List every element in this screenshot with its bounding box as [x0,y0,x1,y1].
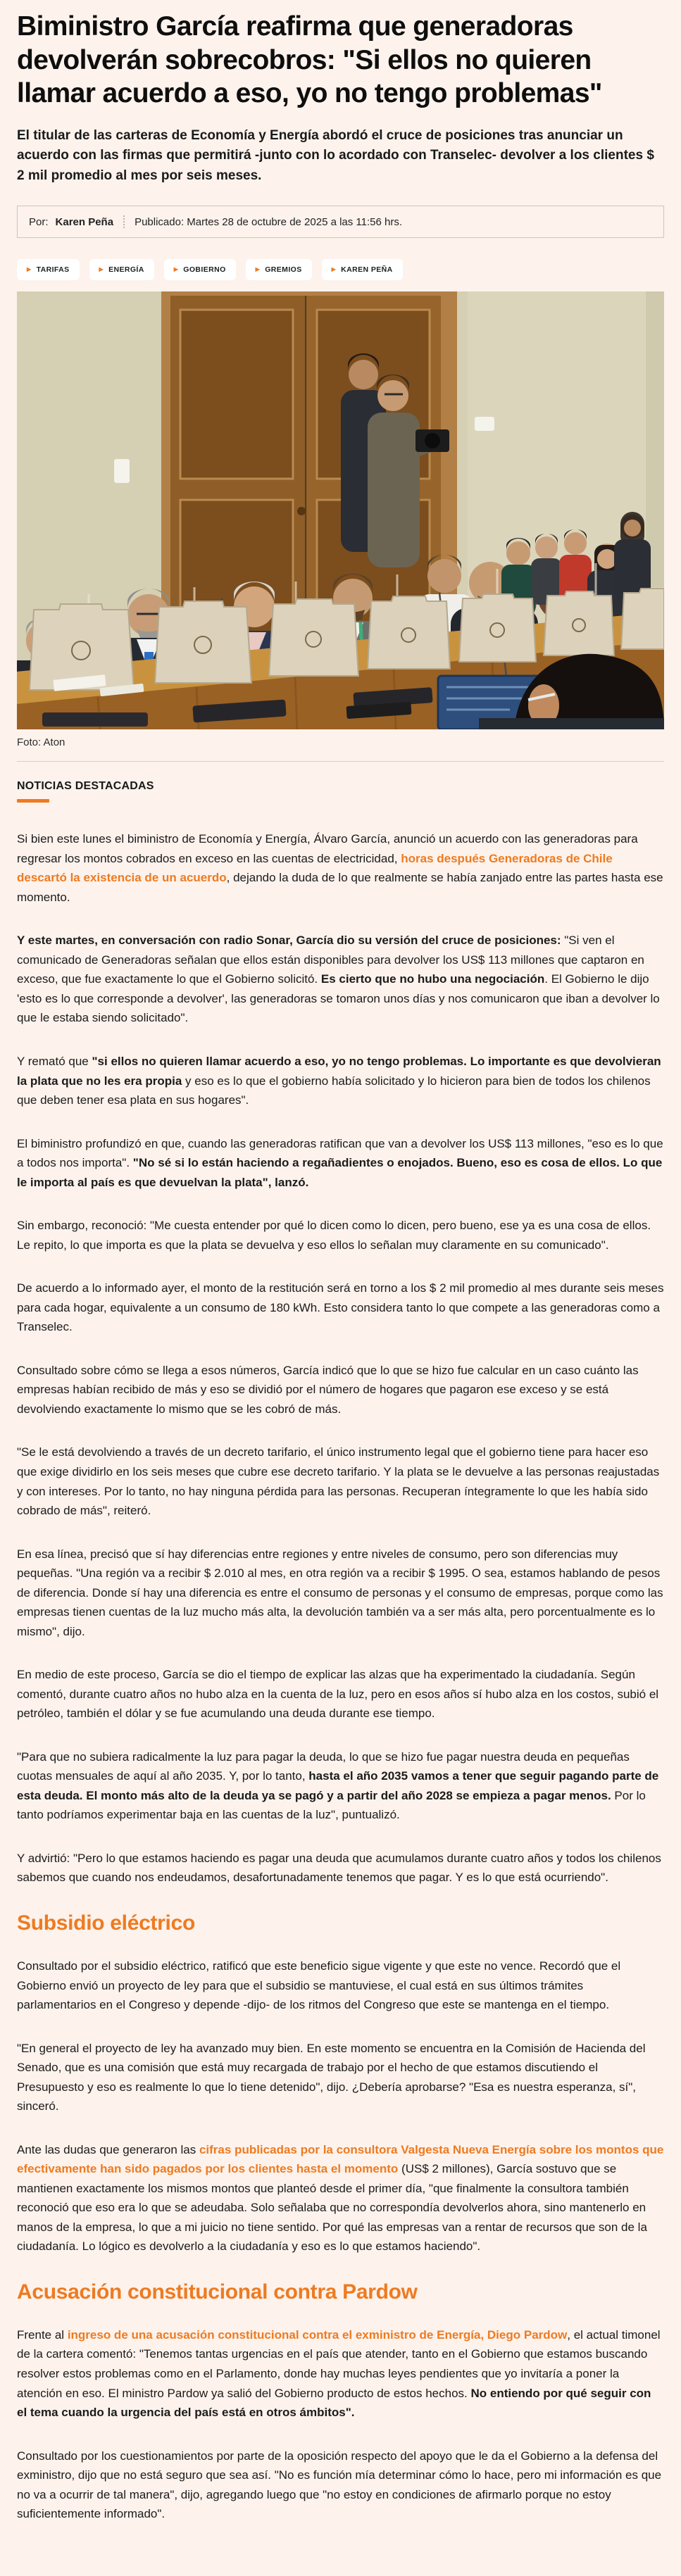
text-run: En medio de este proceso, García se dio el tiempo de explicar las alzas que ha experimentado la ciudadanía. Según comentó, durante cuatro años no hubo alza en la cuenta de la luz, pero en esos años sí hubo alza en los costos, subió el petróleo, también el dólar y se fue acumulando una deuda durante ese tiempo. [17,1668,659,1721]
text-run: En esa línea, precisó que sí hay diferencias entre regiones y entre niveles de consumo, pero son diferencias muy pequeñas. "Una región va a recibir $ 2.010 al mes, en otra región va a recibir $ 1995. O sea, estamos hablando de pesos de diferencia. Donde sí hay una diferencia es entre el consumo de personas y el consumo de empresas, porque como las empresas tienen cuentas de la luz mucho más alta, la devolución también va a ser más alta, pero porcentualmente es lo mismo", dijo. [17,1547,663,1638]
body-paragraph [17,1361,664,1419]
body-paragraph [17,1443,664,1520]
divider [17,761,664,762]
byline-box [17,206,664,238]
tag-arrow-icon: ▶ [173,266,179,273]
text-run: Y este martes, en conversación con radio Sonar, García dio su versión del cruce de posiciones: [17,934,565,948]
body-paragraph [17,829,664,907]
section-heading: Acusación constitucional contra Pardow [17,2280,418,2304]
text-run: , dejando la duda de lo que realmente se había zanjado entre las partes hasta ese momento. [17,871,663,904]
body-paragraph [17,1665,664,1723]
byline-por-label: Por: [29,215,49,228]
section-label-wrap [17,780,664,803]
byline-published: Publicado: Martes 28 de octubre de 2025 a las 11:56 hrs. [135,215,403,228]
article-body [17,829,664,2523]
tag-pill-tarifas[interactable] [17,259,80,280]
body-paragraph [17,1052,664,1110]
tags-row [17,259,664,280]
text-run: Consultado sobre cómo se llega a esos números, García indicó que lo que se hizo fue calcular en un caso cuánto las empresas habían recibido de más y eso se dividió por el número de hogares que pagaron ese exceso y se está devolviendo exactamente lo mismo que se les cobró de más. [17,1363,639,1416]
tag-pill-energ-a[interactable] [89,259,154,280]
text-run: (US$ 2 millones), García sostuvo que se mantienen exactamente los mismos montos que planteó desde el primer día, "que finalmente la consultora también reconoció que eso era lo que se adeudaba. Solo señalaba que no correspondía devolverlos ahora, sino mantenerlo en manos de la empresa, lo que a mi juicio no tiene sentido. Por qué las empresas van a rentar de recursos que son de la ciudadanía. Lo lógico es devolverlo a la ciudadanía y eso es lo que estamos haciendo". [17,2162,647,2254]
body-paragraph [17,1134,664,1193]
tag-label: GOBIERNO [183,265,226,275]
article-lead: El titular de las carteras de Economía y Energía abordó el cruce de posiciones tras anunciar un acuerdo con las firmas que permitirá -junto con lo acordado con Transelec- devolver a los clientes $ 2 mil promedio al mes por seis meses. [17,127,654,183]
text-run: Por lo tanto podríamos experimentar baja en las cuentas de la luz", puntualizó. [17,1788,646,1822]
body-paragraph [17,1278,664,1337]
text-run: , el actual timonel de la cartera comentó: "Tenemos tantas urgencias en el país que atender, tanto en el Gobierno que estamos buscando resolver estos problemas como en el Parlamento, donde hay muchas leyes pendientes que yo invitaría a poner la atención en eso. El ministro Pardow ya salió del Gobierno producto de estos hechos. [17,2327,661,2400]
section-label-bar [17,799,49,803]
byline-separator [123,215,125,228]
body-paragraph [17,2446,664,2524]
inline-link[interactable]: ingreso de una acusación constitucional contra el exministro de Energía, Diego Pardow [67,2327,568,2342]
tag-pill-gobierno[interactable] [164,259,236,280]
text-run: Y advirtió: "Pero lo que estamos haciendo es pagar una deuda que acumulamos durante cuatro años y todos los chilenos sabemos que cuando nos endeudamos, desafortunadamente tenemos que pagar. Y es lo que está ocurriendo". [17,1851,661,1885]
text-run: "Para que no subiera radicalmente la luz para pagar la deuda, lo que se hizo fue pagar nuestra deuda en pequeñas cuotas mensuales de aquí al año 2035. Y, por lo tanto, [17,1749,630,1783]
body-paragraph [17,1747,664,1825]
body-paragraph [17,1849,664,1887]
text-run: Consultado por el subsidio eléctrico, ratificó que este beneficio sigue vigente y que este no vence. Recordó que el Gobierno envió un proyecto de ley para que el subsidio se mantuviese, el cual está en sus últimos trámites parlamentarios en el Congreso y depende -dijo- de los ritmos del Congreso que este se mantenga en el tiempo. [17,1959,621,2012]
text-run: y eso es lo que el gobierno había solicitado y lo hicieron para bien de todos los chilenos que deben tener esa plata en sus hogares". [17,1074,651,1107]
text-run: No entiendo por qué seguir con el tema cuando la urgencia del país está en otros ámbitos". [17,2386,651,2420]
text-run: "Si ven el comunicado de Generadoras señalan que ellos están disponibles para devolver los US$ 113 millones que captaron en exceso, que fue exactamente lo que el Gobierno solicitó. [17,934,644,986]
body-paragraph [17,2039,664,2116]
body-paragraph [17,2325,664,2423]
page-title: Biministro García reafirma que generadoras devolverán sobrecobros: "Si ellos no quieren llamar acuerdo a eso, yo no tengo problemas" [17,11,602,109]
text-run: Si bien este lunes el biministro de Economía y Energía, Álvaro García, anunció un acuerdo con las generadoras para regresar los montos cobrados en exceso en las cuentas de electricidad, [17,832,638,865]
text-run: Frente al [17,2327,68,2342]
text-run: "si ellos no quieren llamar acuerdo a eso, yo no tengo problemas. Lo importante es que devolvieran la plata que no les era propia [17,1055,661,1088]
body-paragraph [17,1545,664,1642]
tag-label: ENERGÍA [108,265,144,275]
tag-label: GREMIOS [265,265,302,275]
tag-arrow-icon: ▶ [99,266,104,273]
text-run: Ante las dudas que generaron las [17,2142,199,2156]
tag-pill-karen-pe-a[interactable] [322,259,403,280]
inline-link[interactable]: horas después Generadoras de Chile descartó la existencia de un acuerdo [17,851,613,885]
text-run: Consultado por los cuestionamientos por parte de la oposición respecto del apoyo que le da el Gobierno a la defensa del exministro, dijo que no está seguro que sea así. "No es función mía determinar cómo lo hace, pero mi información es que no va a ocurrir de tal manera", dijo, agregando luego que "no estoy en condiciones de afirmarlo porque no estoy suficientemente informado". [17,2449,662,2521]
text-run: "Se le está devolviendo a través de un decreto tarifario, el único instrumento legal que el gobierno tiene para hacer eso que exige dividirlo en los seis meses que cubre ese decreto tarifario. Y la plata se le devuelve a las personas reajustadas y con intereses. Por lo tanto, no hay ninguna pérdida para las personas. Recuperan íntegramente lo que les había sido cobrado de más", reiteró. [17,1445,660,1518]
tag-arrow-icon: ▶ [331,266,337,273]
text-run: De acuerdo a lo informado ayer, el monto de la restitución será en torno a los $ 2 mil promedio al mes durante seis meses para cada hogar, equivalente a un consumo de 180 kWh. Esto considera tanto lo que compete a las generadoras como a Transelec. [17,1281,664,1334]
text-run: Es cierto que no hubo una negociación [320,972,545,986]
section-label: NOTICIAS DESTACADAS [17,780,154,793]
photo-illustration [17,291,664,729]
text-run: hasta el año 2035 vamos a tener que seguir pagando parte de esta deuda. El monto más alto de la deuda ya se pagó y a partir del año 2028 se empieza a pagar menos. [17,1769,659,1802]
text-run: Y remató que [17,1055,92,1069]
photo-caption: Foto: Aton [17,736,65,749]
text-run: . El Gobierno le dijo 'esto es lo que corresponde a devolver', las generadoras se tomaron unos días y nos comunicaron que iban a devolver lo que le estaba siendo solicitado". [17,972,660,1025]
text-run: "No sé si lo están haciendo a regañadientes o enojados. Bueno, eso es cosa de ellos. Lo que le importa al país es que devuelvan la plata", lanzó. [17,1156,663,1189]
text-run: "En general el proyecto de ley ha avanzado muy bien. En este momento se encuentra en la Comisión de Hacienda del Senado, que es una comisión que está muy recargada de trabajo por el hecho de que estamos discutiendo el Presupuesto y eso es realmente lo que lo tiene detenido", dijo. ¿Debería aprobarse? "Esa es nuestra esperanza, sí", sinceró. [17,2041,646,2113]
tag-label: KAREN PEÑA [341,265,393,275]
tag-label: TARIFAS [36,265,70,275]
body-paragraph [17,2140,664,2256]
inline-link[interactable]: cifras publicadas por la consultora Valgesta Nueva Energía sobre los montos que efectivamente han sido pagados por los clientes hasta el momento [17,2142,664,2176]
body-paragraph [17,1216,664,1255]
text-run: Sin embargo, reconoció: "Me cuesta entender por qué lo dicen como lo dicen, pero bueno, ese ya es una cosa de ellos. Le repito, lo que importa es que la plata se devuelva y eso ellos lo señalan muy claramente en su comunicado". [17,1219,651,1252]
tag-arrow-icon: ▶ [255,266,261,273]
section-heading: Subsidio eléctrico [17,1911,195,1935]
text-run: El biministro profundizó en que, cuando las generadoras ratifican que van a devolver los US$ 113 millones, "eso es lo que a todos nos importa". [17,1136,663,1170]
byline-author: Karen Peña [55,215,114,228]
body-paragraph [17,931,664,1028]
tag-arrow-icon: ▶ [27,266,32,273]
tag-pill-gremios[interactable] [246,259,312,280]
article-photo [17,291,664,729]
body-paragraph [17,1956,664,2015]
